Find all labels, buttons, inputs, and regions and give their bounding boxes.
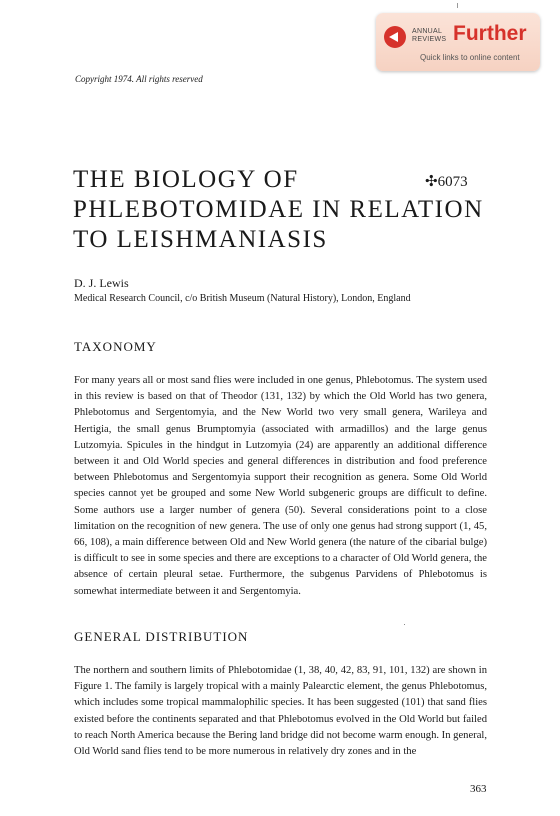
- banner-tick-mark: [457, 3, 458, 8]
- back-arrow-icon[interactable]: [384, 26, 406, 48]
- author-affiliation: Medical Research Council, c/o British Museum (Natural History), London, England: [74, 293, 411, 304]
- article-title: THE BIOLOGY OF PHLEBOTOMIDAE IN RELATION TO LEISHMANIASIS: [73, 166, 484, 253]
- banner-brand[interactable]: Further: [453, 22, 527, 45]
- banner-annual-label: ANNUAL: [412, 28, 443, 35]
- further-banner[interactable]: [376, 13, 540, 71]
- banner-subtitle[interactable]: Quick links to online content: [420, 53, 520, 62]
- banner-reviews-label: REVIEWS: [412, 36, 447, 43]
- section-body-general-distribution: The northern and southern limits of Phlebotomidae (1, 38, 40, 42, 83, 91, 101, 132) are shown in Figure 1. The family is largely tropical with a mainly Palearctic element, the genus Phlebotomus, which includes some tropical mammalophilic species. It has been suggested (101) that sand flies existed before the continents separated and that Phlebotomus evolved in the Old World but failed to reach North America because the Bering land bridge did not become warm enough. In general, Old World sand flies tend to be more numerous in relatively dry zones and in the: [74, 665, 487, 758]
- section-body-taxonomy: For many years all or most sand flies were included in one genus, Phlebotomus. The system used in this review is based on that of Theodor (131, 132) by which the Old World has two genera, Phlebotomus and Sergentomyia, and the New World two very small genera, Warileya and Hertigia, the small genus Brumptomyia (associated with armadillos) and the large genus Lutzomyia. Spicules in the hindgut in Lutzomyia (24) are apparently an additional difference between it and Old World species and general differences in distribution and food preference between Phlebotomus and Sergentomyia support their recognition as genera. Some Old World species cannot yet be grouped and some New World subgeneric groups are difficult to define. Some authors use a larger number of genera (50). Several considerations point to a close limitation on the recognition of new genera. The use of only one genus had strong support (1, 45, 66, 108), a main difference between Old and New World genera (the nature of the cibarial bulge) is difficult to see in some species and there are exceptions to a character of Old World genera, the absence of certain pleural setae. Furthermore, the subgenus Parvidens of Phlebotomus is somewhat intermediate between it and Sergentomyia.: [74, 375, 487, 597]
- page-number: 363: [470, 783, 487, 795]
- author-name: D. J. Lewis: [74, 276, 129, 290]
- section-heading-taxonomy: TAXONOMY: [74, 339, 157, 354]
- scan-speck: [404, 624, 405, 625]
- article-number: ✣6073: [425, 174, 468, 190]
- copyright-notice: Copyright 1974. All rights reserved: [75, 74, 203, 84]
- section-heading-general-distribution: GENERAL DISTRIBUTION: [74, 629, 249, 644]
